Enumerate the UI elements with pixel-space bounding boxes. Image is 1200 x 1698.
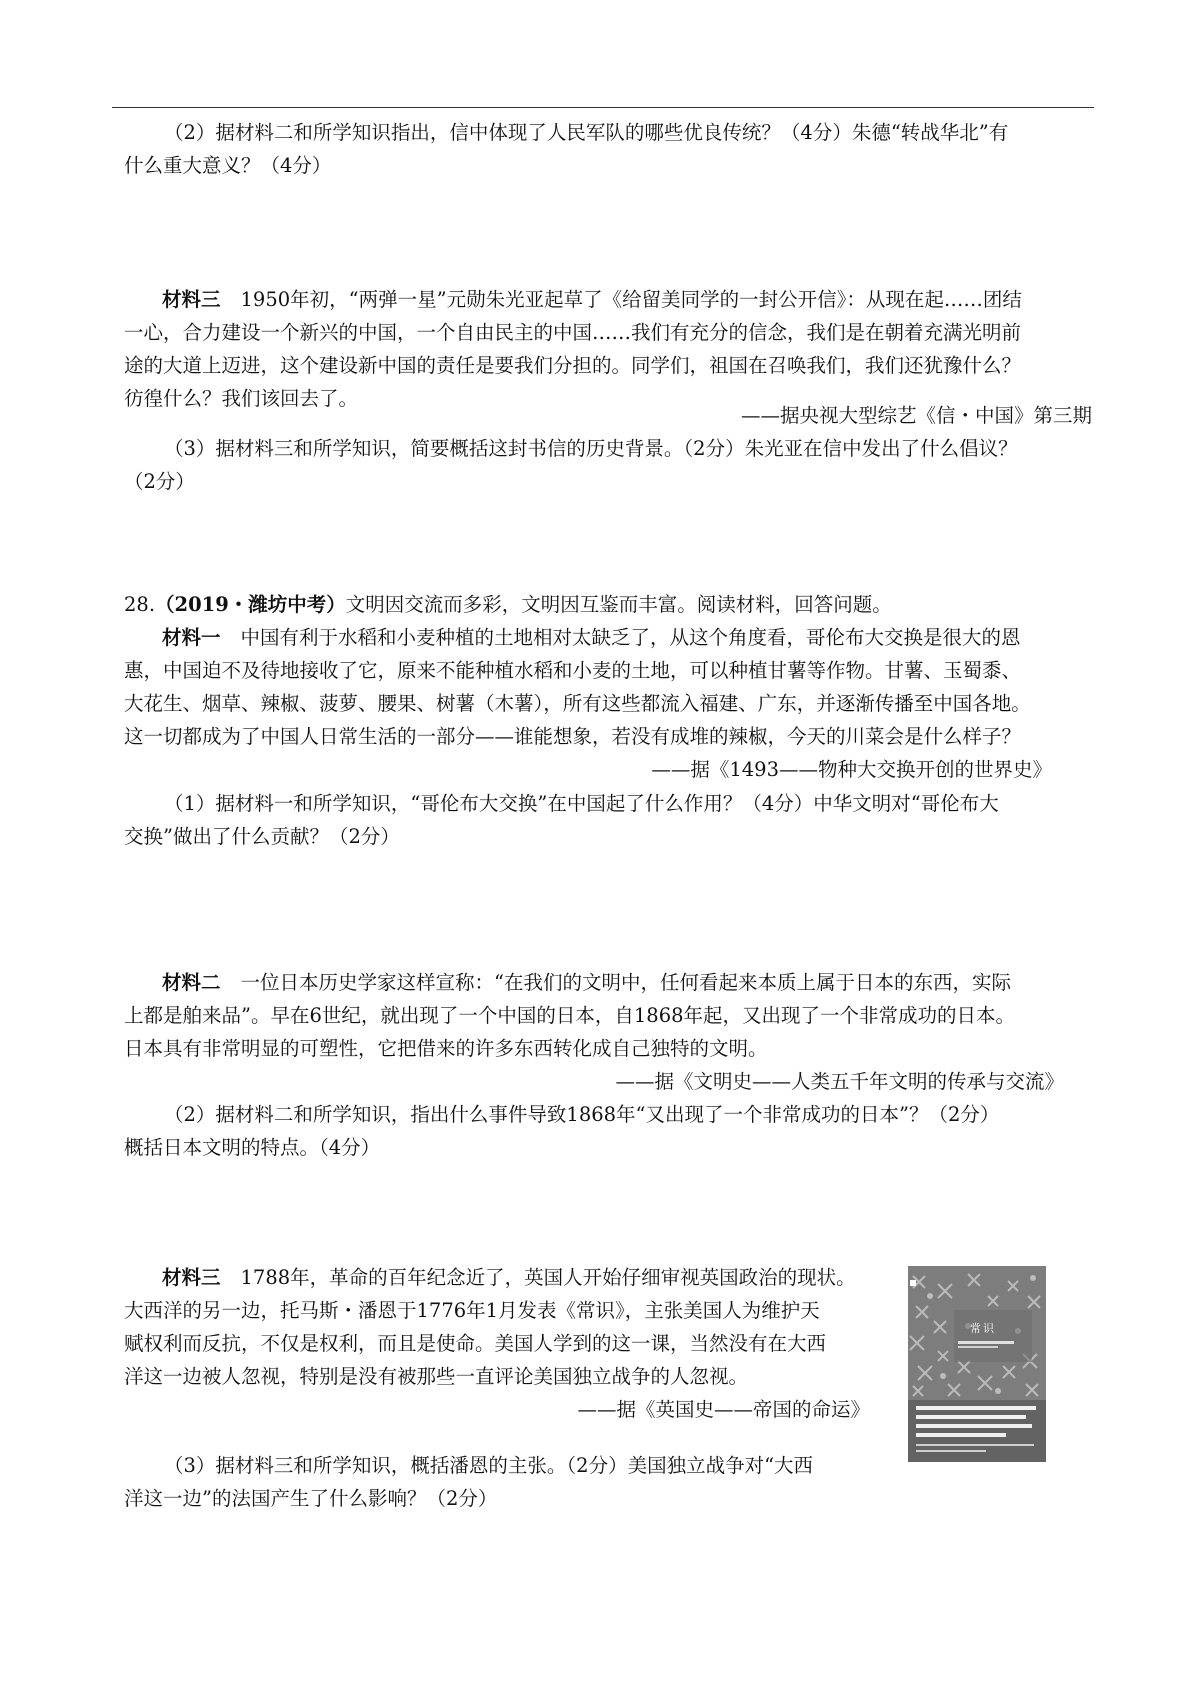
material-text: 1950年初，“两弹一星”元勋朱光亚起草了《给留美同学的一封公开信》：从现在起……团结: [240, 288, 1022, 311]
book-quote-texture: [916, 1404, 1040, 1456]
material-line: 惠，中国迫不及待地接收了它，原来不能种植水稻和小麦的土地，可以种植甘薯等作物。甘薯、玉蜀黍、: [124, 659, 1022, 682]
question-28-heading: [124, 588, 1090, 621]
material-line: [124, 1261, 904, 1294]
material-label: 材料一: [162, 626, 221, 649]
material-line: 日本具有非常明显的可塑性，它把借来的许多东西转化成自己独特的文明。: [124, 1037, 768, 1060]
material-label: 材料二: [162, 971, 221, 994]
material-line: [124, 621, 1090, 654]
question-line: （2）据材料二和所学知识指出，信中体现了人民军队的哪些优良传统？（4分）朱德“转战华北”有: [164, 121, 1009, 144]
material-line: 彷徨什么？我们该回去了。: [124, 387, 359, 410]
material-line: 一心，合力建设一个新兴的中国，一个自由民主的中国……我们有充分的信念，我们是在朝着充满光明前: [124, 321, 1022, 344]
material-line: 上都是舶来品”。早在6世纪，就出现了一个中国的日本，自1868年起，又出现了一个非常成功的日本。: [124, 1004, 1016, 1027]
material-line: 洋这一边被人忽视，特别是没有被那些一直评论美国独立战争的人忽视。: [124, 1365, 749, 1388]
material-text: 一位日本历史学家这样宣称：“在我们的文明中，任何看起来本质上属于日本的东西，实际: [240, 971, 1011, 994]
material-line: 大西洋的另一边，托马斯・潘恩于1776年1月发表《常识》，主张美国人为维护天: [124, 1299, 820, 1322]
book-title: 常识: [970, 1322, 996, 1335]
question-2-prev: [124, 116, 1090, 182]
question-number: 28.: [124, 593, 156, 616]
question-line: 洋这一边”的法国产生了什么影响？（2分）: [124, 1487, 498, 1510]
material-line: 赋权利而反抗，不仅是权利，而且是使命。美国人学到的这一课，当然没有在大西: [124, 1332, 827, 1355]
question-line: 概括日本文明的特点。（4分）: [124, 1136, 381, 1159]
common-sense-book-cover-image: [908, 1266, 1046, 1462]
header-rule: [112, 107, 1094, 108]
material-source: ——据《英国史——帝国的命运》: [577, 1398, 870, 1421]
question-source-tag: （2019・潍坊中考）: [155, 593, 346, 616]
material-source: ——据央视大型综艺《信・中国》第三期: [740, 404, 1092, 427]
material-line: [124, 966, 1090, 999]
question-3-prev: [124, 432, 1090, 498]
material-label: 材料三: [162, 288, 221, 311]
question-28-3: [124, 1449, 904, 1515]
question-intro: 文明因交流而多彩，文明因互鉴而丰富。阅读材料，回答问题。: [345, 593, 892, 616]
question-28-2: [124, 1098, 1090, 1164]
question-line: （3）据材料三和所学知识，简要概括这封书信的历史背景。（2分）朱光亚在信中发出了什么倡议？: [164, 437, 1018, 460]
material-3-prev: [124, 283, 1090, 415]
question-line: （1）据材料一和所学知识，“哥伦布大交换”在中国起了什么作用？（4分）中华文明对“哥伦布大: [164, 792, 999, 815]
question-line: （2）据材料二和所学知识，指出什么事件导致1868年“又出现了一个非常成功的日本”？（2分）: [164, 1103, 1000, 1126]
material-line: 大花生、烟草、辣椒、菠萝、腰果、树薯（木薯），所有这些都流入福建、广东，并逐渐传播至中国各地。: [124, 692, 1031, 715]
material-2: [124, 966, 1090, 1065]
material-3: [124, 1261, 904, 1393]
material-text: 1788年，革命的百年纪念近了，英国人开始仔细审视英国政治的现状。: [240, 1266, 856, 1289]
question-line: 交换”做出了什么贡献？（2分）: [124, 825, 400, 848]
question-line: 什么重大意义？（4分）: [124, 154, 332, 177]
book-subtitle-texture: [958, 1338, 1028, 1350]
material-text: 中国有利于水稻和小麦种植的土地相对太缺乏了，从这个角度看，哥伦布大交换是很大的恩: [240, 626, 1021, 649]
material-line: 途的大道上迈进，这个建设新中国的责任是要我们分担的。同学们，祖国在召唤我们，我们还犹豫什么？: [124, 354, 1022, 377]
material-line: 这一切都成为了中国人日常生活的一部分——谁能想象，若没有成堆的辣椒，今天的川菜会是什么样子？: [124, 725, 1022, 748]
material-source: ——据《文明史——人类五千年文明的传承与交流》: [615, 1070, 1064, 1093]
material-1: [124, 621, 1090, 753]
material-label: 材料三: [162, 1266, 221, 1289]
material-source: ——据《1493——物种大交换开创的世界史》: [651, 758, 1052, 781]
material-line: [124, 283, 1090, 316]
question-28-1: [124, 787, 1090, 853]
question-line: （2分）: [124, 470, 195, 493]
question-line: （3）据材料三和所学知识，概括潘恩的主张。（2分）美国独立战争对“大西: [164, 1454, 814, 1477]
